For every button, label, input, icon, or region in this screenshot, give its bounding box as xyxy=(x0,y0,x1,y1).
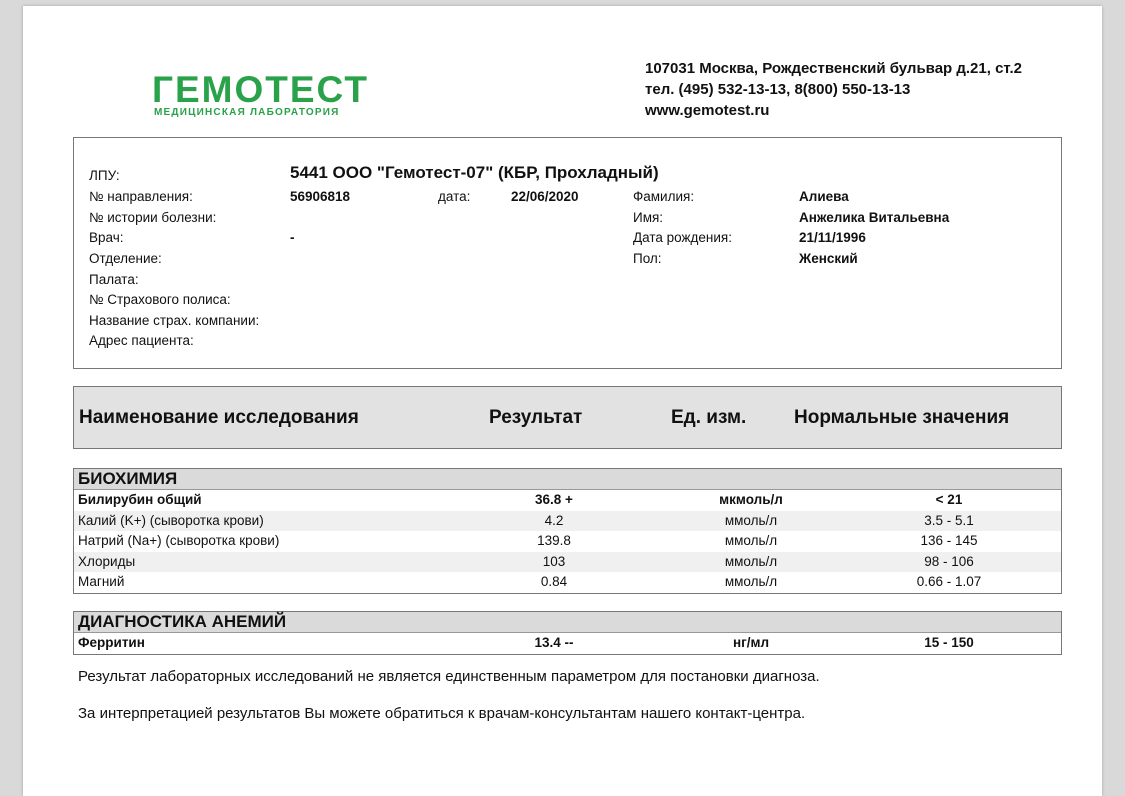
section-title: ДИАГНОСТИКА АНЕМИЙ xyxy=(74,612,1061,633)
table-row xyxy=(74,531,1061,552)
table-row xyxy=(74,552,1061,573)
surname-value: Алиева xyxy=(799,189,849,204)
patient-address-label: Адрес пациента: xyxy=(89,333,194,348)
ward-label: Палата: xyxy=(89,272,139,287)
history-label: № истории болезни: xyxy=(89,210,217,225)
header-norm: Нормальные значения xyxy=(794,407,1010,428)
test-unit: ммоль/л xyxy=(724,533,778,548)
test-result: 4.2 xyxy=(544,512,564,528)
report-page xyxy=(23,6,1102,796)
name-label: Имя: xyxy=(633,210,664,225)
lpu-label: ЛПУ: xyxy=(89,168,120,183)
test-unit: мкмоль/л xyxy=(719,492,783,507)
test-name: Хлориды xyxy=(78,553,136,569)
test-result: 13.4 -- xyxy=(534,635,574,650)
table-row xyxy=(74,511,1061,532)
table-row xyxy=(74,490,1061,511)
date-value: 22/06/2020 xyxy=(511,189,579,204)
section-biochemistry xyxy=(73,468,1062,594)
test-norm: 98 - 106 xyxy=(924,553,974,569)
sex-value: Женский xyxy=(799,251,858,266)
patient-info-box xyxy=(73,137,1062,369)
test-result: 36.8 + xyxy=(535,492,573,507)
test-unit: ммоль/л xyxy=(724,512,778,528)
logo-sub-text: МЕДИЦИНСКАЯ ЛАБОРАТОРИЯ xyxy=(154,107,340,118)
sex-label: Пол: xyxy=(633,251,662,266)
header-result: Результат xyxy=(489,407,583,428)
test-norm: 136 - 145 xyxy=(920,533,978,548)
doctor-label: Врач: xyxy=(89,230,124,245)
lpu-value: 5441 ООО "Гемотест-07" (КБР, Прохладный) xyxy=(290,163,659,182)
test-unit: ммоль/л xyxy=(724,553,778,569)
test-result: 0.84 xyxy=(540,574,568,589)
section-anemia-diagnostics xyxy=(73,611,1062,655)
test-name: Ферритин xyxy=(78,635,145,650)
test-name: Натрий (Na+) (сыворотка крови) xyxy=(78,533,280,548)
test-name: Магний xyxy=(78,574,125,589)
referral-value: 56906818 xyxy=(290,189,351,204)
test-norm: 3.5 - 5.1 xyxy=(924,512,974,528)
table-row xyxy=(74,572,1061,593)
test-norm: 15 - 150 xyxy=(924,635,974,650)
table-row xyxy=(74,633,1061,654)
surname-label: Фамилия: xyxy=(633,189,695,204)
test-name: Билирубин общий xyxy=(78,492,202,507)
referral-label: № направления: xyxy=(89,189,193,204)
header-name: Наименование исследования xyxy=(79,407,359,428)
name-value: Анжелика Витальевна xyxy=(799,210,950,225)
lab-contacts xyxy=(645,58,1022,121)
results-table-header xyxy=(73,386,1062,449)
dob-value: 21/11/1996 xyxy=(799,230,866,245)
gemotest-logo xyxy=(152,71,369,119)
dob-label: Дата рождения: xyxy=(633,230,732,245)
test-norm: < 21 xyxy=(935,492,963,507)
insurer-label: Название страх. компании: xyxy=(89,313,260,328)
section-title: БИОХИМИЯ xyxy=(74,469,1061,490)
department-label: Отделение: xyxy=(89,251,162,266)
test-name: Калий (K+) (сыворотка крови) xyxy=(78,512,264,528)
test-norm: 0.66 - 1.07 xyxy=(916,574,982,589)
lab-website: www.gemotest.ru xyxy=(645,102,770,119)
policy-label: № Страхового полиса: xyxy=(89,292,231,307)
test-unit: ммоль/л xyxy=(724,574,778,589)
header-unit: Ед. изм. xyxy=(671,407,747,428)
doctor-value: - xyxy=(290,230,295,245)
test-unit: нг/мл xyxy=(732,635,770,650)
lab-address: 107031 Москва, Рождественский бульвар д.21, ст.2 xyxy=(645,60,1022,77)
disclaimer-note: Результат лабораторных исследований не является единственным параметром для постановки диагноза. xyxy=(78,668,820,685)
test-result: 139.8 xyxy=(537,533,571,548)
date-label: дата: xyxy=(438,189,471,204)
logo-main-text: ГЕМОТЕСТ xyxy=(152,69,369,110)
consultation-note: За интерпретацией результатов Вы можете обратиться к врачам-консультантам нашего контакт-центра. xyxy=(78,705,806,722)
test-result: 103 xyxy=(542,553,566,569)
lab-phone: тел. (495) 532-13-13, 8(800) 550-13-13 xyxy=(645,81,911,98)
